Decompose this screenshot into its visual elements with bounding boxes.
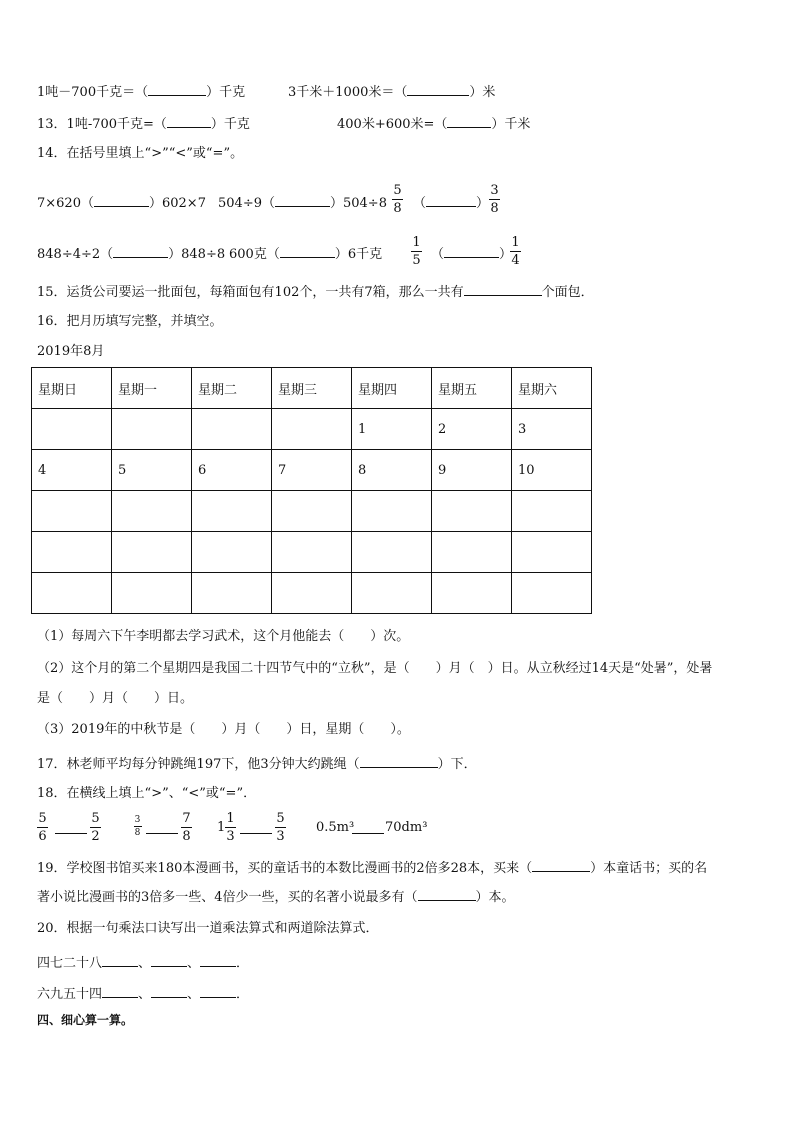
question-13: 13．1吨-700千克=（ ）千克 bbox=[37, 117, 250, 132]
section-heading: 四、细心算一算。 bbox=[37, 1013, 134, 1027]
question-line-12: 1吨－700千克＝（ ）千克 bbox=[37, 85, 246, 100]
question-16-1: （1）每周六下午李明都去学习武术，这个月他能去（ ）次。 bbox=[37, 629, 410, 644]
calendar-cell[interactable] bbox=[32, 491, 112, 532]
calendar-header-cell: 星期日 bbox=[32, 368, 112, 409]
answer-blank[interactable] bbox=[407, 83, 469, 96]
answer-blank[interactable] bbox=[102, 954, 138, 967]
question-16-2: （2）这个月的第二个星期四是我国二十四节气中的“立秋”，是（ ）月（ ）日。从立秋经过14天是“处暑”，处暑 bbox=[37, 661, 713, 676]
answer-blank[interactable] bbox=[146, 821, 178, 834]
question-15: 15．运货公司要运一批面包，每箱面包有102个，一共有7箱，那么一共有 个面包． bbox=[37, 285, 594, 300]
calendar-cell[interactable] bbox=[112, 491, 192, 532]
calendar-cell: 8 bbox=[352, 450, 432, 491]
answer-blank[interactable] bbox=[444, 245, 499, 258]
calendar-cell[interactable] bbox=[272, 409, 352, 450]
calendar-cell[interactable] bbox=[272, 573, 352, 614]
fraction: 5 6 bbox=[38, 811, 47, 844]
calendar-cell[interactable] bbox=[192, 573, 272, 614]
answer-blank[interactable] bbox=[94, 194, 149, 207]
fraction: 3 8 bbox=[134, 815, 141, 838]
calendar-row bbox=[32, 491, 592, 532]
answer-blank[interactable] bbox=[280, 245, 335, 258]
question-19b: 著小说比漫画书的3倍多一些、4倍少一些，买的名著小说最多有（ ）本。 bbox=[37, 890, 515, 905]
calendar-cell: 7 bbox=[272, 450, 352, 491]
answer-blank[interactable] bbox=[275, 194, 330, 207]
question-16-2b: 是（ ）月（ ）日。 bbox=[37, 691, 194, 706]
answer-blank[interactable] bbox=[352, 821, 384, 834]
volume-b: 70dm³ bbox=[385, 820, 428, 835]
fraction: 1 3 bbox=[226, 811, 235, 844]
calendar-cell: 4 bbox=[32, 450, 112, 491]
calendar-table bbox=[31, 367, 592, 614]
answer-blank[interactable] bbox=[464, 283, 542, 296]
q14-row2-c: （ ） bbox=[431, 247, 513, 262]
fraction: 5 2 bbox=[91, 811, 100, 844]
answer-blank[interactable] bbox=[200, 954, 236, 967]
answer-blank[interactable] bbox=[200, 985, 236, 998]
calendar-cell: 2 bbox=[432, 409, 512, 450]
calendar-cell: 1 bbox=[352, 409, 432, 450]
calendar-header-cell: 星期六 bbox=[512, 368, 592, 409]
question-19: 19．学校图书馆买来180本漫画书，买的童话书的本数比漫画书的2倍多28本，买来（ ）本童话书；买的名 bbox=[37, 861, 708, 876]
question-18: 18．在横线上填上“>”、“<”或“=”． bbox=[37, 786, 257, 801]
question-17: 17．林老师平均每分钟跳绳197下，他3分钟大约跳绳（ ）下． bbox=[37, 757, 477, 772]
fraction: 1 5 bbox=[412, 235, 421, 268]
volume-a: 0.5m³ bbox=[316, 820, 355, 835]
calendar-cell[interactable] bbox=[272, 491, 352, 532]
calendar-cell[interactable] bbox=[192, 491, 272, 532]
answer-blank[interactable] bbox=[151, 985, 187, 998]
answer-blank[interactable] bbox=[151, 954, 187, 967]
calendar-row bbox=[32, 573, 592, 614]
q14-row1-a: 7×620（ ）602×7 bbox=[37, 196, 206, 211]
calendar-month: 2019年8月 bbox=[37, 344, 105, 359]
question-16: 16．把月历填写完整，并填空。 bbox=[37, 314, 223, 329]
calendar-cell[interactable] bbox=[512, 573, 592, 614]
answer-blank[interactable] bbox=[447, 115, 491, 128]
calendar-cell[interactable] bbox=[432, 491, 512, 532]
question-14: 14．在括号里填上“>”“<”或“=”。 bbox=[37, 146, 244, 161]
calendar-cell[interactable] bbox=[112, 532, 192, 573]
calendar-cell[interactable] bbox=[112, 573, 192, 614]
q20-line-2: 六九五十四 、 、 ． bbox=[37, 987, 250, 1002]
calendar-cell[interactable] bbox=[352, 573, 432, 614]
question-line-12b: 3千米＋1000米＝（ ）米 bbox=[288, 85, 496, 100]
answer-blank[interactable] bbox=[102, 985, 138, 998]
calendar-header-cell: 星期二 bbox=[192, 368, 272, 409]
fraction: 3 8 bbox=[490, 183, 499, 216]
answer-blank[interactable] bbox=[360, 755, 438, 768]
q14-row2-a: 848÷4÷2（ ）848÷8 bbox=[37, 247, 226, 262]
calendar-cell: 3 bbox=[512, 409, 592, 450]
fraction: 5 8 bbox=[393, 183, 402, 216]
answer-blank[interactable] bbox=[532, 859, 590, 872]
answer-blank[interactable] bbox=[148, 83, 206, 96]
calendar-cell[interactable] bbox=[352, 532, 432, 573]
answer-blank[interactable] bbox=[167, 115, 211, 128]
q20-line-1: 四七二十八 、 、 ． bbox=[37, 956, 250, 971]
mixed-number-whole: 1 bbox=[217, 820, 226, 835]
question-16-3: （3）2019年的中秋节是（ ）月（ ）日，星期（ ）。 bbox=[37, 722, 410, 737]
calendar-cell[interactable] bbox=[512, 532, 592, 573]
q14-row2-b: 600克（ ）6千克 bbox=[229, 247, 383, 262]
calendar-cell[interactable] bbox=[432, 532, 512, 573]
question-20: 20．根据一句乘法口诀写出一道乘法算式和两道除法算式． bbox=[37, 921, 379, 936]
calendar-cell: 6 bbox=[192, 450, 272, 491]
calendar-header-cell: 星期四 bbox=[352, 368, 432, 409]
calendar-cell[interactable] bbox=[352, 491, 432, 532]
question-13b: 400米+600米=（ ）千米 bbox=[337, 117, 531, 132]
calendar-cell[interactable] bbox=[192, 532, 272, 573]
calendar-cell: 9 bbox=[432, 450, 512, 491]
calendar-cell[interactable] bbox=[112, 409, 192, 450]
q14-row1-b: 504÷9（ ）504÷8 bbox=[218, 196, 387, 211]
calendar-cell[interactable] bbox=[32, 532, 112, 573]
fraction: 1 4 bbox=[511, 235, 520, 268]
calendar-header-cell: 星期三 bbox=[272, 368, 352, 409]
answer-blank[interactable] bbox=[418, 888, 476, 901]
calendar-cell: 10 bbox=[512, 450, 592, 491]
answer-blank[interactable] bbox=[240, 821, 272, 834]
calendar-cell[interactable] bbox=[272, 532, 352, 573]
calendar-cell[interactable] bbox=[192, 409, 272, 450]
calendar-cell: 5 bbox=[112, 450, 192, 491]
calendar-header-row bbox=[32, 368, 592, 409]
calendar-cell[interactable] bbox=[432, 573, 512, 614]
fraction: 7 8 bbox=[182, 811, 191, 844]
answer-blank[interactable] bbox=[113, 245, 168, 258]
calendar-row bbox=[32, 532, 592, 573]
calendar-header-cell: 星期一 bbox=[112, 368, 192, 409]
calendar-cell[interactable] bbox=[32, 409, 112, 450]
calendar-cell[interactable] bbox=[32, 573, 112, 614]
calendar-row bbox=[32, 450, 592, 491]
fraction: 5 3 bbox=[276, 811, 285, 844]
answer-blank[interactable] bbox=[55, 821, 87, 834]
answer-blank[interactable] bbox=[426, 194, 476, 207]
calendar-header-cell: 星期五 bbox=[432, 368, 512, 409]
calendar-cell[interactable] bbox=[512, 491, 592, 532]
q14-row1-c: （ ） bbox=[413, 196, 490, 211]
calendar-row bbox=[32, 409, 592, 450]
